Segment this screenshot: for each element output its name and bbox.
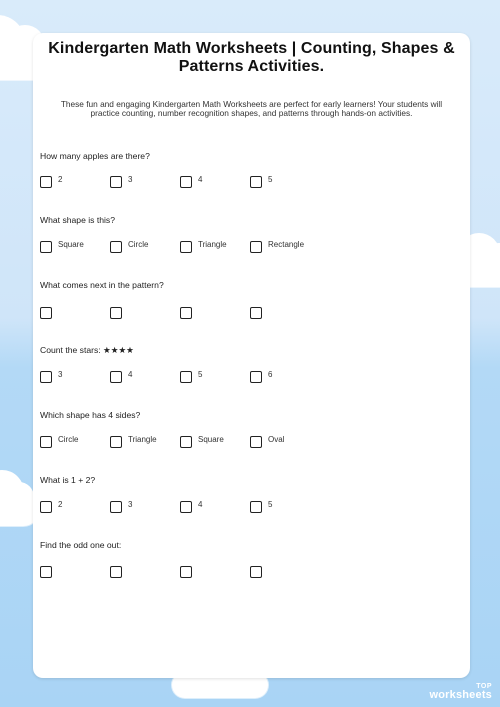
- answer-option[interactable]: [110, 500, 132, 516]
- answer-option[interactable]: [180, 565, 198, 581]
- answer-option[interactable]: [250, 565, 268, 581]
- option-label: 2: [58, 500, 63, 509]
- checkbox[interactable]: [40, 176, 52, 188]
- answer-option[interactable]: [110, 370, 132, 386]
- question-2-text: What shape is this?: [40, 215, 115, 225]
- answer-option[interactable]: [180, 240, 227, 256]
- option-label: 5: [268, 175, 273, 184]
- brand-logo-top: TOP: [476, 683, 492, 690]
- option-label: Square: [58, 240, 84, 249]
- option-label: 4: [198, 175, 203, 184]
- answer-option[interactable]: [110, 240, 148, 256]
- answer-option[interactable]: [110, 435, 157, 451]
- checkbox[interactable]: [110, 176, 122, 188]
- brand-logo-main: worksheets: [429, 689, 492, 701]
- question-5-text: Which shape has 4 sides?: [40, 410, 141, 420]
- checkbox[interactable]: [40, 566, 52, 578]
- checkbox[interactable]: [110, 241, 122, 253]
- checkbox[interactable]: [180, 566, 192, 578]
- option-label: 4: [128, 370, 133, 379]
- checkbox[interactable]: [40, 436, 52, 448]
- checkbox[interactable]: [180, 371, 192, 383]
- checkbox[interactable]: [110, 501, 122, 513]
- answer-option[interactable]: [110, 306, 128, 322]
- page-title: Kindergarten Math Worksheets | Counting, Shapes & Patterns Activities.: [48, 40, 455, 75]
- answer-option[interactable]: [110, 175, 132, 191]
- answer-option[interactable]: [180, 306, 198, 322]
- checkbox[interactable]: [180, 241, 192, 253]
- question-3-text: What comes next in the pattern?: [40, 280, 164, 290]
- option-label: 3: [58, 370, 63, 379]
- question-1-options: [40, 175, 460, 191]
- question-6-text: What is 1 + 2?: [40, 475, 96, 485]
- checkbox[interactable]: [110, 371, 122, 383]
- checkbox[interactable]: [40, 501, 52, 513]
- checkbox[interactable]: [250, 436, 262, 448]
- option-label: 2: [58, 175, 63, 184]
- answer-option[interactable]: [250, 500, 272, 516]
- checkbox[interactable]: [110, 436, 122, 448]
- answer-option[interactable]: [250, 435, 284, 451]
- option-label: Triangle: [198, 240, 227, 249]
- checkbox[interactable]: [250, 371, 262, 383]
- answer-option[interactable]: [250, 240, 304, 256]
- question-2-options: [40, 240, 460, 256]
- question-4-options: [40, 370, 460, 386]
- question-1-text: How many apples are there?: [40, 151, 150, 161]
- answer-option[interactable]: [180, 500, 202, 516]
- answer-option[interactable]: [40, 240, 84, 256]
- option-label: Triangle: [128, 435, 157, 444]
- question-4-text: Count the stars: ★★★★: [40, 345, 134, 355]
- option-label: 3: [128, 175, 133, 184]
- answer-option[interactable]: [180, 175, 202, 191]
- checkbox[interactable]: [250, 241, 262, 253]
- answer-option[interactable]: [250, 370, 272, 386]
- checkbox[interactable]: [250, 566, 262, 578]
- checkbox[interactable]: [250, 307, 262, 319]
- option-label: Oval: [268, 435, 285, 444]
- brand-logo[interactable]: [429, 683, 492, 701]
- checkbox[interactable]: [180, 176, 192, 188]
- option-label: 3: [128, 500, 133, 509]
- checkbox[interactable]: [180, 436, 192, 448]
- question-7-text: Find the odd one out:: [40, 540, 122, 550]
- checkbox[interactable]: [110, 566, 122, 578]
- answer-option[interactable]: [40, 565, 58, 581]
- option-label: 4: [198, 500, 203, 509]
- checkbox[interactable]: [40, 371, 52, 383]
- option-label: Circle: [58, 435, 79, 444]
- option-label: Rectangle: [268, 240, 305, 249]
- option-label: Square: [198, 435, 224, 444]
- checkbox[interactable]: [250, 176, 262, 188]
- answer-option[interactable]: [40, 175, 62, 191]
- question-6-options: [40, 500, 460, 516]
- question-3-options: [40, 306, 460, 322]
- answer-option[interactable]: [40, 500, 62, 516]
- answer-option[interactable]: [180, 435, 224, 451]
- answer-option[interactable]: [40, 370, 62, 386]
- checkbox[interactable]: [40, 307, 52, 319]
- option-label: Circle: [128, 240, 149, 249]
- answer-option[interactable]: [250, 306, 268, 322]
- intro-text: These fun and engaging Kindergarten Math Worksheets are perfect for early learners! Your students will practice counting, number recognition shapes, and patterns through hands-on activities.: [60, 99, 443, 119]
- answer-option[interactable]: [40, 306, 58, 322]
- checkbox[interactable]: [250, 501, 262, 513]
- worksheet-page: [33, 33, 470, 678]
- checkbox[interactable]: [40, 241, 52, 253]
- checkbox[interactable]: [180, 501, 192, 513]
- option-label: 5: [268, 500, 273, 509]
- answer-option[interactable]: [40, 435, 78, 451]
- answer-option[interactable]: [110, 565, 128, 581]
- checkbox[interactable]: [180, 307, 192, 319]
- option-label: 6: [268, 370, 273, 379]
- question-7-options: [40, 565, 460, 581]
- answer-option[interactable]: [250, 175, 272, 191]
- option-label: 5: [198, 370, 203, 379]
- checkbox[interactable]: [110, 307, 122, 319]
- answer-option[interactable]: [180, 370, 202, 386]
- question-5-options: [40, 435, 460, 451]
